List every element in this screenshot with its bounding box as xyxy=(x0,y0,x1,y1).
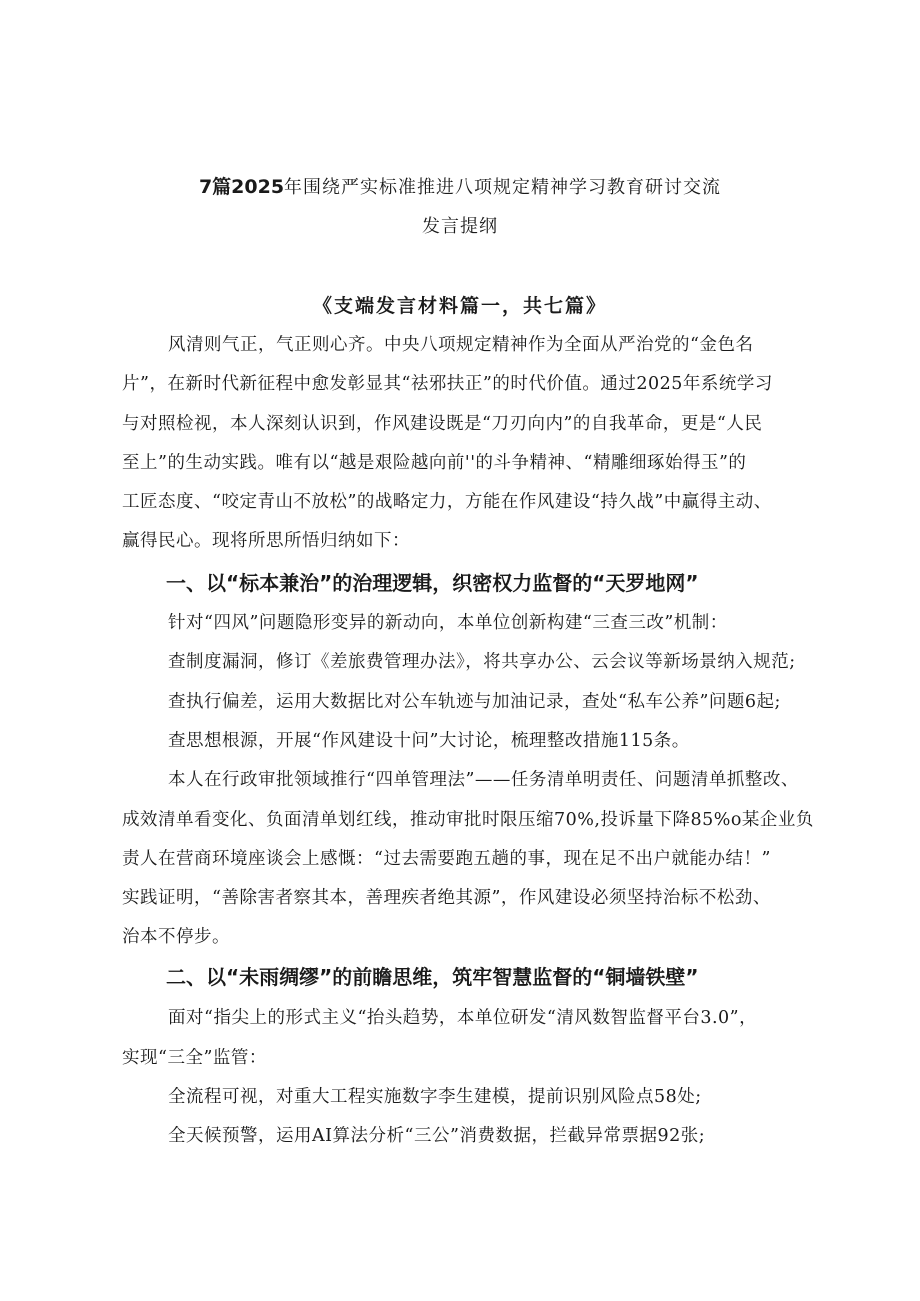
paragraph-line: 责人在营商环境座谈会上感慨：“过去需要跑五趟的事，现在足不出户就能办结！” xyxy=(122,849,771,869)
paragraph-line: 工匠态度、“咬定青山不放松”的战略定力，方能在作风建设“持久战”中赢得主动、 xyxy=(122,492,772,512)
section-heading: 二、以“未雨绸缪”的前瞻思维，筑牢智慧监督的“铜墙铁壁” xyxy=(166,965,699,989)
paragraph-line: 至上”的生动实践。唯有以“越是艰险越向前''的斗争精神、“精雕细琢始得玉”的 xyxy=(122,453,747,473)
paragraph-line: 成效清单看变化、负面清单划红线，推动审批时限压缩70%,投诉量下降85%o某企业负 xyxy=(122,810,814,830)
paragraph-line: 实现“三全”监管： xyxy=(122,1048,267,1068)
paragraph-line: 全流程可视，对重大工程实施数字李生建模，提前识别风险点58处; xyxy=(168,1087,702,1107)
document-subtitle: 《支端发言材料篇一，共七篇》 xyxy=(312,295,607,317)
paragraph-line: 面对“指尖上的形式主义“抬头趋势，本单位研发“清风数智监督平台3.0”， xyxy=(168,1008,758,1028)
paragraph-line: 赢得民心。现将所思所悟归纳如下： xyxy=(122,531,410,551)
paragraph-line: 本人在行政审批领域推行“四单管理法”——任务清单明责任、问题清单抓整改、 xyxy=(168,770,799,790)
title-prefix: 7篇2025 xyxy=(198,176,285,198)
title-rest: 年围绕严实标准推进八项规定精神学习教育研讨交流 xyxy=(284,177,722,198)
paragraph-line: 查制度漏洞，修订《差旅费管理办法》，将共享办公、云会议等新场景纳入规范; xyxy=(168,652,796,672)
paragraph-line: 针对“四风”问题隐形变异的新动向，本单位创新构建“三查三改”机制： xyxy=(168,613,728,633)
paragraph-line: 风清则气正，气正则心齐。中央八项规定精神作为全面从严治党的“金色名 xyxy=(168,335,754,355)
document-title-line2: 发言提纲 xyxy=(422,216,498,237)
paragraph-line: 片”，在新时代新征程中愈发彰显其“祛邪扶正”的时代价值。通过2025年系统学习 xyxy=(122,374,773,394)
paragraph-line: 与对照检视，本人深刻认识到，作风建设既是“刀刃向内”的自我革命，更是“人民 xyxy=(122,414,763,434)
paragraph-line: 实践证明，“善除害者察其本，善理疾者绝其源”，作风建设必须坚持治标不松劲、 xyxy=(122,888,771,908)
paragraph-line: 查执行偏差，运用大数据比对公车轨迹与加油记录，查处“私车公养”问题6起; xyxy=(168,692,781,712)
paragraph-line: 全天候预警，运用AI算法分析“三公”消费数据，拦截异常票据92张; xyxy=(168,1126,706,1146)
paragraph-line: 治本不停步。 xyxy=(122,927,230,947)
section-heading: 一、以“标本兼治”的治理逻辑，织密权力监督的“天罗地网” xyxy=(166,571,699,595)
paragraph-line: 查思想根源，开展“作风建设十问”大讨论，梳理整改措施115条。 xyxy=(168,731,690,751)
document-title xyxy=(0,172,920,199)
